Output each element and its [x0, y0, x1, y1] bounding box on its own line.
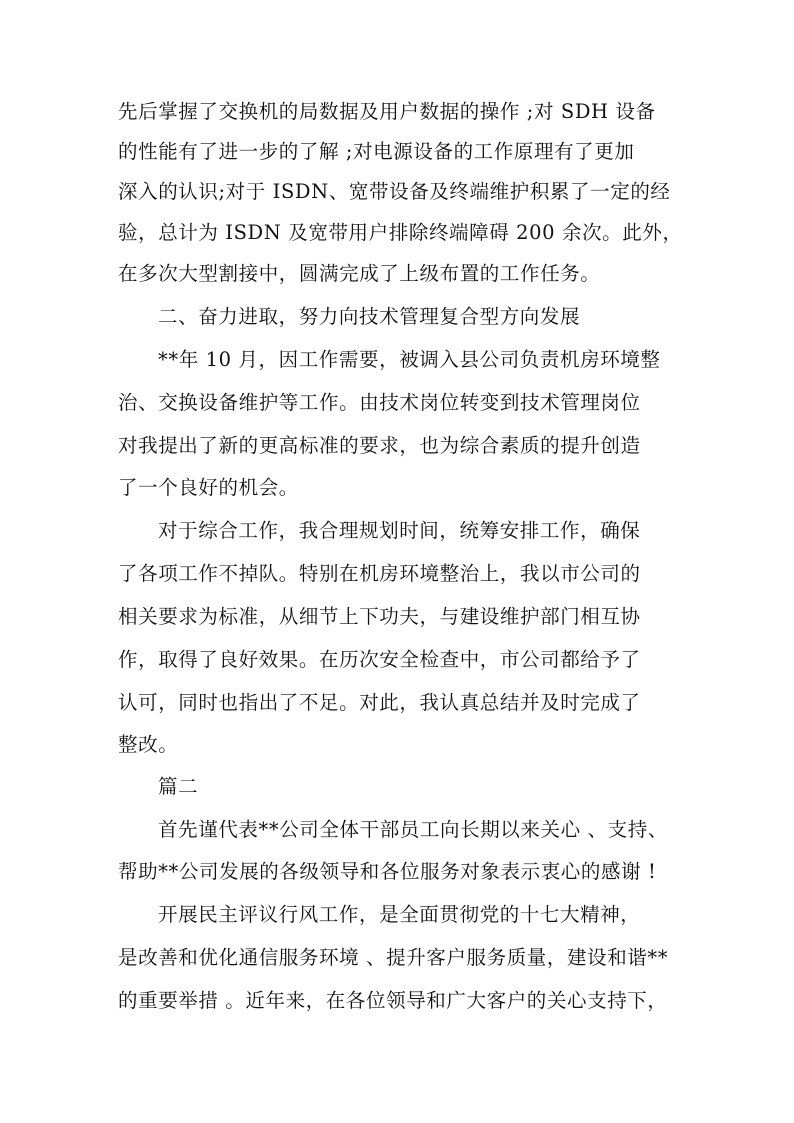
body-text-line: 的性能有了进一步的了解 ;对电源设备的工作原理有了更加	[118, 140, 635, 163]
body-text-line: 的重要举措 。近年来，在各位领导和广大客户的关心支持下，	[118, 989, 668, 1012]
body-text-line: **年 10 月，因工作需要，被调入县公司负责机房环境整	[158, 348, 661, 371]
body-text-line: 对我提出了新的更高标准的要求，也为综合素质的提升创造	[118, 434, 641, 457]
body-text-line: 治、交换设备维护等工作。由技术岗位转变到技术管理岗位	[118, 391, 641, 414]
body-text-line: 首先谨代表**公司全体干部员工向长期以来关心 、支持、	[158, 818, 668, 841]
body-text-line: 对于综合工作，我合理规划时间，统筹安排工作，确保	[158, 519, 641, 542]
body-text-line: 验，总计为 ISDN 及宽带用户排除终端障碍 200 余次。此外，	[118, 221, 683, 244]
section-heading: 二、奋力进取，努力向技术管理复合型方向发展	[158, 305, 581, 328]
body-text-line: 帮助**公司发展的各级领导和各位服务对象表示衷心的感谢 !	[118, 860, 657, 883]
section-heading: 篇二	[158, 775, 199, 798]
body-text-line: 相关要求为标准，从细节上下功夫，与建设维护部门相互协	[118, 605, 641, 628]
body-text-line: 了各项工作不掉队。特别在机房环境整治上，我以市公司的	[118, 562, 641, 585]
body-text-line: 了一个良好的机会。	[118, 476, 299, 499]
body-text-line: 认可，同时也指出了不足。对此，我认真总结并及时完成了	[118, 691, 641, 714]
body-text-line: 先后掌握了交换机的局数据及用户数据的操作 ;对 SDH 设备	[118, 100, 656, 123]
body-text-line: 开展民主评议行风工作，是全面贯彻党的十七大精神，	[158, 903, 641, 926]
body-text-line: 深入的认识;对于 ISDN、宽带设备及终端维护积累了一定的经	[118, 180, 671, 203]
body-text-line: 是改善和优化通信服务环境 、提升客户服务质量，建设和谐**	[118, 946, 669, 969]
body-text-line: 在多次大型割接中，圆满完成了上级布置的工作任务。	[118, 262, 601, 285]
body-text-line: 作，取得了良好效果。在历次安全检查中，市公司都给予了	[118, 648, 641, 671]
body-text-line: 整改。	[118, 733, 179, 756]
